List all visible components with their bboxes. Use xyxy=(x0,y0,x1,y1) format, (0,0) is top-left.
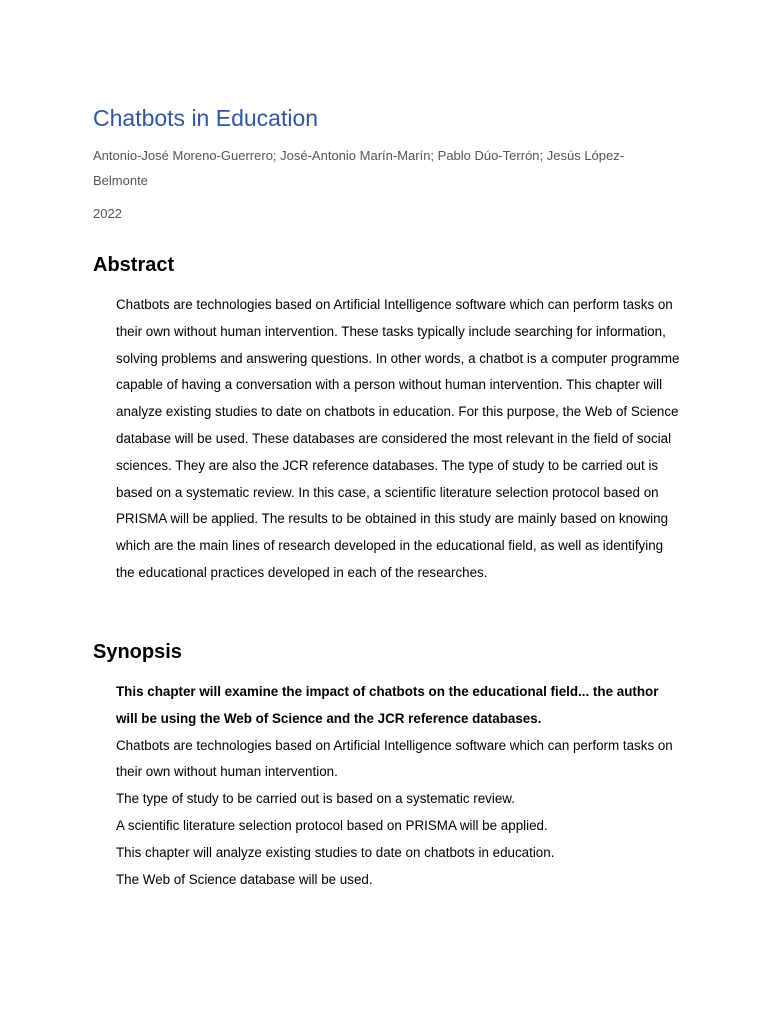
synopsis-point: The type of study to be carried out is based on a systematic review. xyxy=(116,791,515,807)
publication-year: 2022 xyxy=(93,206,122,221)
document-title: Chatbots in Education xyxy=(93,105,319,131)
synopsis-point: Chatbots are technologies based on Artificial Intelligence software which can perform tasks on their own without human intervention. xyxy=(116,737,673,780)
synopsis-list xyxy=(116,679,681,893)
abstract-heading: Abstract xyxy=(93,254,175,276)
author-list: Antonio-José Moreno-Guerrero; José-Antonio Marín-Marín; Pablo Dúo-Terrón; Jesús López-Belmonte xyxy=(93,148,625,188)
abstract-text: Chatbots are technologies based on Artificial Intelligence software which can perform tasks on their own without human intervention. These tasks typically include searching for information, solving problems and answering questions. In other words, a chatbot is a computer programme capable of having a conversation with a person without human intervention. This chapter will analyze existing studies to date on chatbots in education. For this purpose, the Web of Science database will be used. These databases are considered the most relevant in the field of social sciences. They are also the JCR reference databases. The type of study to be carried out is based on a systematic review. In this case, a scientific literature selection protocol based on PRISMA will be applied. The results to be obtained in this study are mainly based on knowing which are the main lines of research developed in the educational field, as well as identifying the educational practices developed in each of the researches. xyxy=(116,297,680,580)
synopsis-point: This chapter will analyze existing studies to date on chatbots in education. xyxy=(116,844,555,860)
synopsis-point: The Web of Science database will be used. xyxy=(116,871,373,887)
synopsis-heading: Synopsis xyxy=(93,641,182,663)
synopsis-lead: This chapter will examine the impact of chatbots on the educational field... the author will be using the Web of Science and the JCR reference databases. xyxy=(116,684,659,726)
synopsis-point: A scientific literature selection protocol based on PRISMA will be applied. xyxy=(116,817,548,833)
